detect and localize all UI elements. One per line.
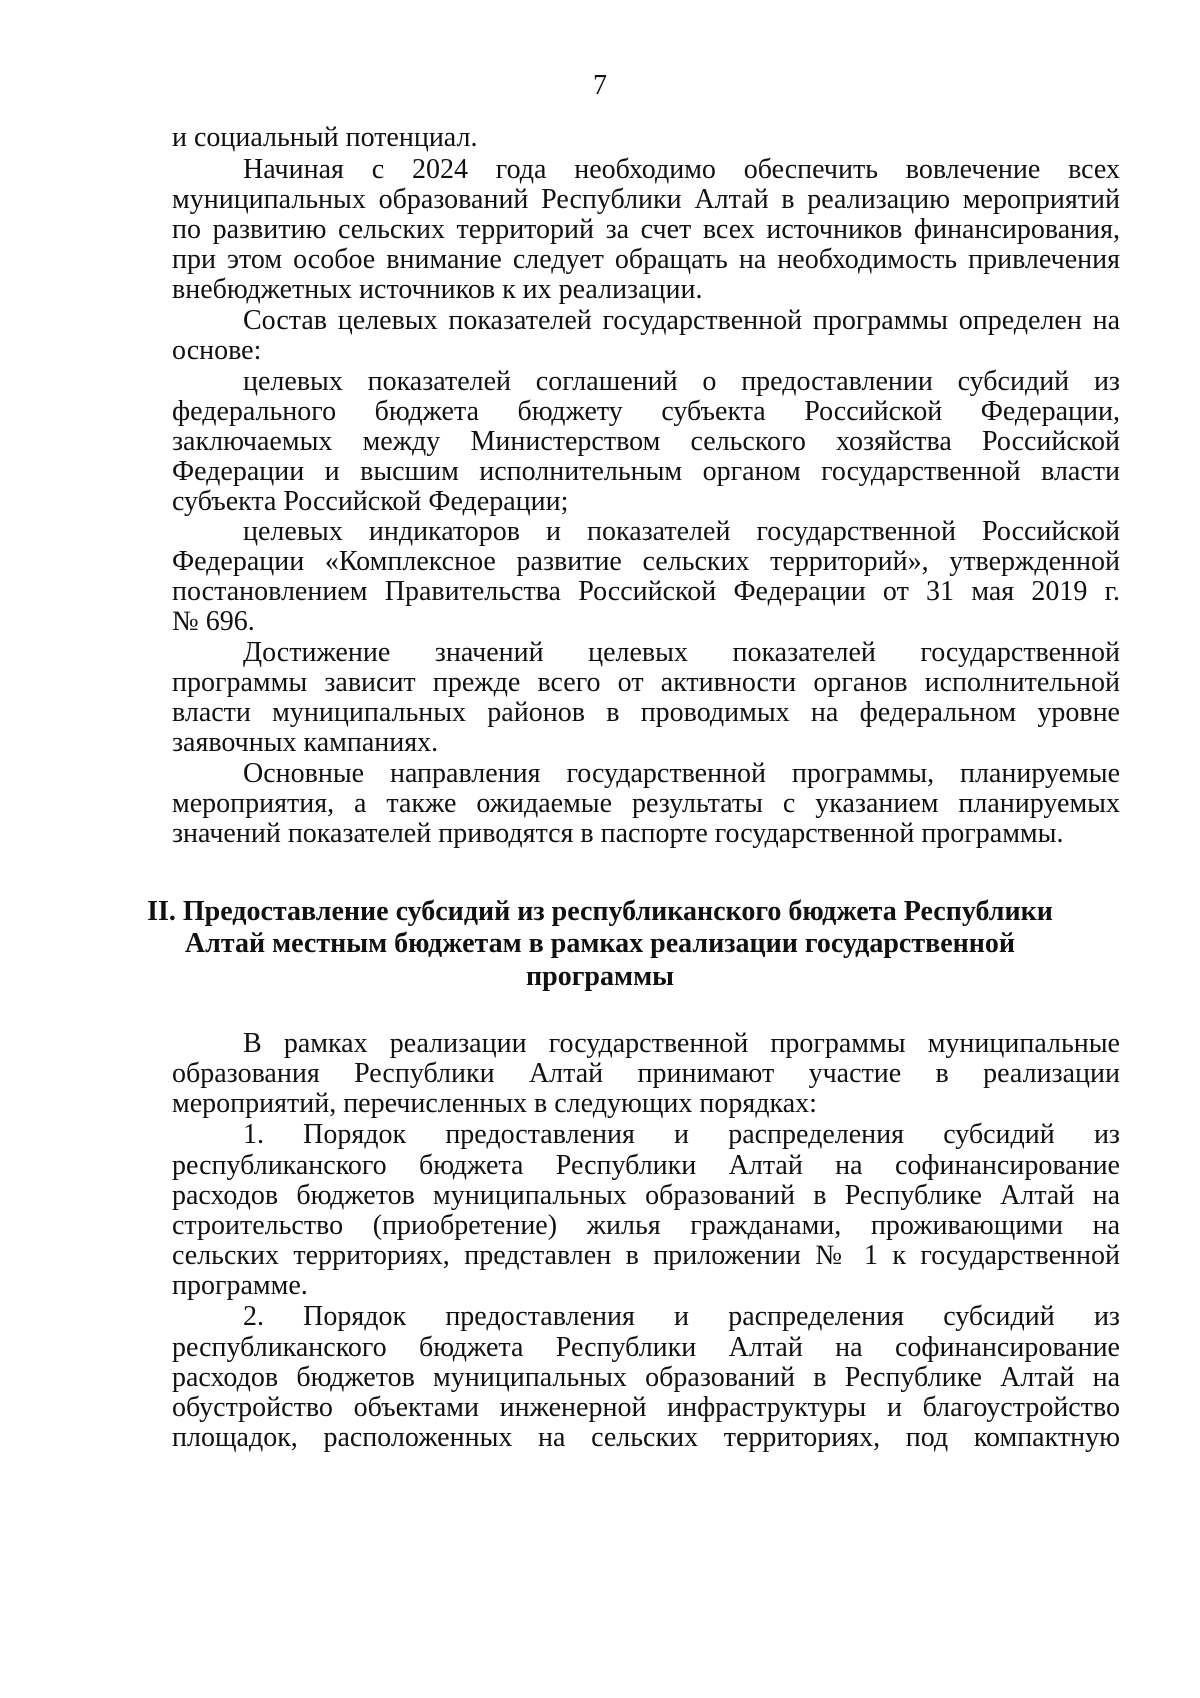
text-line: заключаемых между Министерством сельского хозяйства Российской bbox=[172, 426, 1120, 457]
text-line: основе: bbox=[172, 335, 262, 366]
text-line: программе. bbox=[172, 1270, 308, 1301]
text-line: республиканского бюджета Республики Алтай на софинансирование bbox=[172, 1332, 1120, 1363]
text-line: мероприятий, перечисленных в следующих порядках: bbox=[172, 1088, 817, 1119]
text-line: обустройство объектами инженерной инфраструктуры и благоустройство bbox=[172, 1392, 1120, 1423]
text-line: № 696. bbox=[172, 606, 255, 637]
text-line: расходов бюджетов муниципальных образований в Республике Алтай на bbox=[172, 1362, 1120, 1393]
text-line: Федерации «Комплексное развитие сельских территорий», утвержденной bbox=[172, 546, 1120, 577]
text-line: строительство (приобретение) жилья гражданами, проживающими на bbox=[172, 1210, 1120, 1241]
text-line: внебюджетных источников к их реализации. bbox=[172, 274, 703, 305]
text-line: Достижение значений целевых показателей государственной bbox=[243, 637, 1120, 668]
text-line: власти муниципальных районов в проводимых на федеральном уровне bbox=[172, 697, 1120, 728]
text-line: образования Республики Алтай принимают участие в реализации bbox=[172, 1058, 1120, 1089]
text-line: заявочных кампаниях. bbox=[172, 727, 439, 758]
text-line: сельских территориях, представлен в приложении № 1 к государственной bbox=[172, 1240, 1120, 1271]
text-line: федерального бюджета бюджету субъекта Российской Федерации, bbox=[172, 396, 1120, 427]
text-line: 2. Порядок предоставления и распределения субсидий из bbox=[243, 1301, 1120, 1332]
text-line: по развитию сельских территорий за счет всех источников финансирования, bbox=[172, 214, 1120, 245]
text-line: субъекта Российской Федерации; bbox=[172, 486, 569, 517]
text-line: при этом особое внимание следует обращать на необходимость привлечения bbox=[172, 244, 1120, 275]
text-line: расходов бюджетов муниципальных образований в Республике Алтай на bbox=[172, 1180, 1120, 1211]
text-line: Основные направления государственной программы, планируемые bbox=[243, 758, 1120, 789]
text-line: площадок, расположенных на сельских территориях, под компактную bbox=[172, 1422, 1120, 1453]
text-line: Федерации и высшим исполнительным органом государственной власти bbox=[172, 456, 1120, 487]
text-line: постановлением Правительства Российской Федерации от 31 мая 2019 г. bbox=[172, 576, 1120, 607]
text-line: 1. Порядок предоставления и распределения субсидий из bbox=[243, 1119, 1120, 1150]
text-line: значений показателей приводятся в паспорте государственной программы. bbox=[172, 818, 1064, 849]
text-line: целевых показателей соглашений о предоставлении субсидий из bbox=[243, 366, 1120, 397]
text-line: целевых индикаторов и показателей государственной Российской bbox=[243, 516, 1120, 547]
text-line: Начиная с 2024 года необходимо обеспечить вовлечение всех bbox=[243, 154, 1120, 185]
text-line: и социальный потенциал. bbox=[172, 122, 478, 153]
text-line: Состав целевых показателей государственной программы определен на bbox=[243, 305, 1120, 336]
section-heading-line: II. Предоставление субсидий из республиканского бюджета Республики bbox=[147, 896, 1053, 927]
text-line: мероприятия, а также ожидаемые результаты с указанием планируемых bbox=[172, 788, 1120, 819]
text-line: республиканского бюджета Республики Алтай на софинансирование bbox=[172, 1150, 1120, 1181]
text-line: В рамках реализации государственной программы муниципальные bbox=[243, 1028, 1120, 1059]
section-heading-line: Алтай местным бюджетам в рамках реализации государственной bbox=[184, 928, 1016, 959]
text-line: программы зависит прежде всего от активности органов исполнительной bbox=[172, 667, 1120, 698]
page-number: 7 bbox=[593, 70, 607, 101]
text-line: муниципальных образований Республики Алтай в реализацию мероприятий bbox=[172, 184, 1120, 215]
section-heading-line: программы bbox=[526, 961, 674, 992]
